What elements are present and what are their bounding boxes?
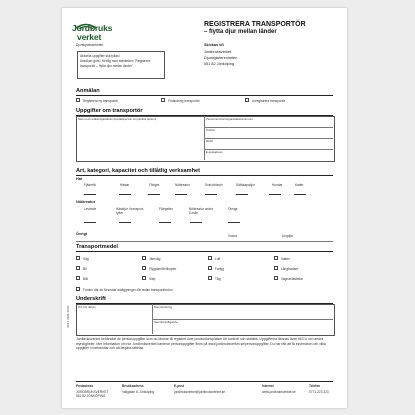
- privacy-text: Jordbruksverket behandlar de personuppgifter som du lämnar till registret över produktionsplatser för kontroll och statistik. Uppgifterna lämnas även till EU och andra myndigheter. Mer information om hur Jordbruksverket hanterar personuppgifter finns på www.jordbruksverket.se/personuppgifter. Du har rätt att få information om vilka uppgifter vi behandlar och att begära rättelse.: [76, 337, 326, 351]
- transport-checkbox[interactable]: [274, 266, 278, 270]
- transport-checkbox[interactable]: [208, 276, 212, 280]
- field-label: Telefon: [206, 128, 216, 132]
- category-label: 6 mån: [189, 211, 198, 215]
- count-field[interactable]: [159, 222, 171, 223]
- field-label: Namnteckning: [154, 305, 172, 309]
- transport-label: Båt: [83, 276, 88, 281]
- new-registration-checkbox[interactable]: [76, 98, 80, 102]
- form-page: [62, 8, 347, 408]
- footer-header: Telefon: [309, 384, 321, 388]
- section-title-uppgifter: Uppgifter om transportör: [76, 108, 143, 114]
- ovrigt-option: Vuxna: [228, 234, 237, 238]
- name-clarification-field[interactable]: [152, 319, 333, 334]
- form-subtitle: – flytta djur mellan länder: [204, 29, 277, 35]
- transport-label: Flygplan/Helikopter: [149, 266, 177, 271]
- category-label: Nötkreatur under: [189, 207, 213, 211]
- transport-label: Bil: [83, 266, 87, 271]
- field-label: Ort och datum: [78, 305, 96, 309]
- footer-value: Vallgatan 8, Jönköping: [122, 390, 155, 394]
- send-to-label: Skickas till: [204, 43, 224, 47]
- transport-checkbox[interactable]: [274, 256, 278, 260]
- species-label: Fjäderfä: [84, 183, 96, 187]
- address-line: Djurregisterenheten: [204, 56, 238, 60]
- field-label: E-postadress: [206, 150, 223, 154]
- name-address-field[interactable]: [76, 116, 204, 160]
- change-checkbox[interactable]: [161, 98, 165, 102]
- row-label: Nötkreatur: [76, 200, 96, 204]
- count-field[interactable]: [228, 222, 240, 223]
- checkbox-label: Avregistrera transportör: [252, 98, 286, 103]
- category-label: Hästdjur i transport-: [116, 207, 144, 211]
- checkbox-label: Förändring transportör: [168, 98, 200, 103]
- transport-checkbox[interactable]: [142, 276, 146, 280]
- count-field[interactable]: [84, 222, 96, 223]
- footer-header: E-post: [174, 384, 184, 388]
- transport-checkbox[interactable]: [76, 256, 80, 260]
- row-label: Har: [76, 177, 83, 181]
- transport-label: Långtradare: [281, 266, 299, 271]
- side-form-code: JO2:1 2021-10 V1: [66, 305, 70, 328]
- place-date-field[interactable]: [76, 304, 152, 334]
- count-field[interactable]: [175, 194, 187, 195]
- field-label: Mobil: [206, 139, 213, 143]
- transport-label: Släp: [149, 276, 156, 281]
- address-line: 551 82 Jönköping: [204, 62, 234, 66]
- section-rule: [76, 251, 333, 252]
- transport-checkbox[interactable]: [142, 266, 146, 270]
- address-line: Jordbruksverket: [204, 50, 232, 54]
- species-label: Hundar: [272, 183, 283, 187]
- transport-label: Fartyg: [215, 266, 225, 271]
- count-field[interactable]: [236, 194, 248, 195]
- category-label: rytter: [116, 211, 124, 215]
- signature-field[interactable]: [152, 304, 333, 319]
- instruction-line: Aktuella uppgifter ska fyllas i: [80, 54, 121, 58]
- species-label: Sällskapsdjur: [236, 183, 255, 187]
- section-title-transportmedel: Transportmedel: [76, 244, 118, 250]
- species-label: Nötkreatur: [175, 183, 190, 187]
- species-label: Svin/vildsvin: [205, 183, 223, 187]
- footer-value: 551 82 JÖNKÖPING: [76, 394, 106, 398]
- section-rule: [76, 95, 333, 96]
- phone-field[interactable]: [204, 127, 333, 138]
- section-title-anmalan: Anmälan: [76, 88, 100, 94]
- instruction-line: Ansökan görs i förväg med blanketten "Registrera: [80, 59, 151, 63]
- transport-label: Väg: [83, 256, 89, 261]
- field-label: Namnförtydligande: [154, 320, 178, 324]
- count-field[interactable]: [294, 194, 306, 195]
- deregister-checkbox[interactable]: [245, 98, 249, 102]
- field-label: Namn och utdelningsadress (kontaktperson om juridisk person): [78, 117, 157, 121]
- transport-checkbox[interactable]: [274, 276, 278, 280]
- transport-label: Vagnar/lastbilar: [281, 276, 303, 281]
- form-title: REGISTRERA TRANSPORTÖR: [204, 21, 306, 28]
- logo-subtitle: Djurskyddsenheten: [76, 43, 104, 47]
- transport-checkbox[interactable]: [76, 276, 80, 280]
- transport-label: Tåg: [215, 276, 221, 281]
- field-label: Personnummer/organisationsnummer: [206, 117, 253, 121]
- ovrigt-option: Ungdjur: [282, 234, 294, 238]
- footer-header: Besöksadress: [122, 384, 144, 388]
- transport-label: Luft: [215, 256, 221, 261]
- section-title-art: Art, kategori, kapacitet och tillåtlig verksamhet: [76, 168, 201, 174]
- transport-checkbox[interactable]: [208, 266, 212, 270]
- instruction-line: transportör – flytta djur mellan länder": [80, 64, 134, 68]
- count-field[interactable]: [190, 222, 202, 223]
- count-field[interactable]: [269, 194, 281, 195]
- section-title-underskrift: Underskrift: [76, 296, 106, 302]
- logo-text-line2: verket: [77, 32, 102, 42]
- transport-label: Vatten: [281, 256, 290, 261]
- count-field[interactable]: [119, 194, 131, 195]
- mobile-field[interactable]: [204, 138, 333, 149]
- footer-header: Internet: [262, 384, 274, 388]
- transport-checkbox[interactable]: [208, 256, 212, 260]
- count-field[interactable]: [205, 194, 217, 195]
- section-rule: [76, 175, 333, 176]
- category-label: Övriga: [228, 207, 238, 211]
- count-field[interactable]: [84, 194, 96, 195]
- category-label: Får/getter: [159, 207, 173, 211]
- species-label: Hästar: [120, 183, 130, 187]
- transport-label: Järnväg: [149, 256, 161, 261]
- transport-checkbox[interactable]: [142, 256, 146, 260]
- org-number-field[interactable]: [204, 116, 333, 127]
- ovrigt-label: Övrigt: [76, 232, 88, 236]
- species-label: Katter: [295, 183, 304, 187]
- count-field[interactable]: [119, 222, 131, 223]
- vehicle-footnote-checkbox[interactable]: [76, 287, 80, 291]
- transport-checkbox[interactable]: [76, 266, 80, 270]
- email-field[interactable]: [204, 149, 333, 160]
- footer-value: www.jordbruksverket.se: [262, 390, 296, 394]
- footer-value: 0771-223 223: [309, 390, 329, 394]
- row-divider: [76, 241, 333, 242]
- checkbox-label: Registrera ny transportör: [83, 98, 119, 103]
- count-field[interactable]: [148, 194, 160, 195]
- footer-rule: [76, 381, 333, 382]
- species-label: Får/get: [149, 183, 160, 187]
- footer-header: Postadress: [76, 384, 94, 388]
- logo-text-line1: Jordbruks: [72, 23, 113, 33]
- footer-value: JORDBRUKSVERKET: [76, 390, 109, 394]
- category-label: Levande: [84, 207, 97, 211]
- footer-value: jordbruksverket@jordbruksverket.se: [174, 390, 226, 394]
- vehicle-footnote-label: Fordon där de försedda anläggningen får redan transportfordon: [83, 287, 173, 292]
